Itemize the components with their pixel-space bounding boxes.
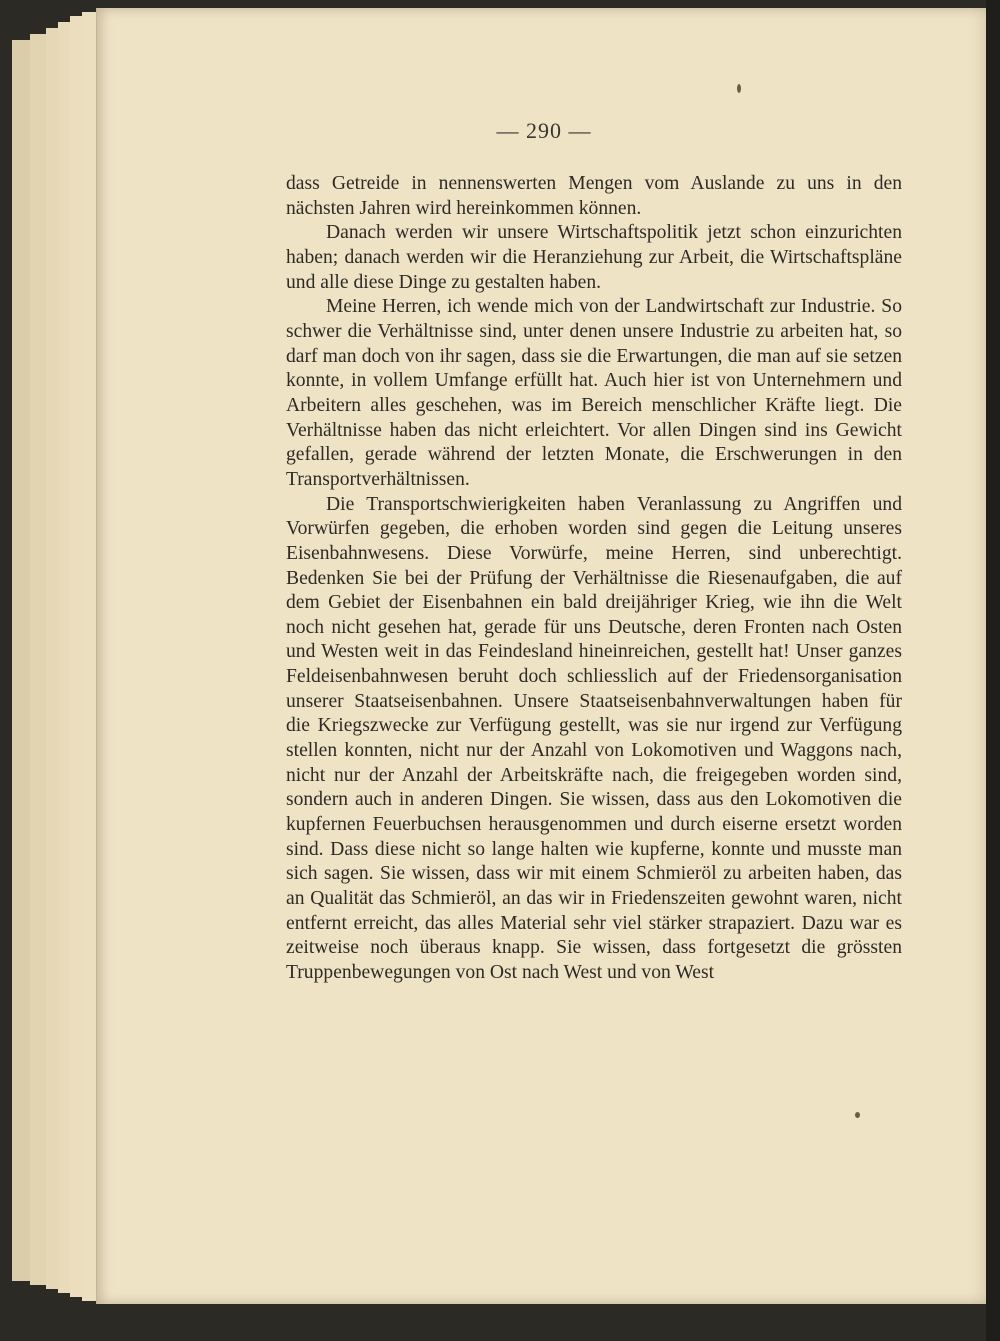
paper-speck [737,84,741,93]
paragraph: dass Getreide in nennenswerten Mengen vom Auslande zu uns in den nächsten Jahren wird hereinkommen können. [286,173,902,219]
paragraph: Meine Herren, ich wende mich von der Landwirtschaft zur Industrie. So schwer die Verhältnisse sind, unter denen unsere Industrie zu arbeiten hat, so darf man doch von ihr sagen, dass sie die Erwartungen, die man auf sie setzen konnte, in vollem Umfange erfüllt hat. Auch hier ist von Unternehmern und Arbeitern alles geschehen, was im Bereich menschlicher Kräfte liegt. Die Verhältnisse haben das nicht erleichtert. Vor allen Dingen sind ins Gewicht gefallen, gerade während der letzten Monate, die Erschwerungen in den Transportverhältnissen. [286,296,902,490]
paper-speck [855,1112,860,1118]
paragraph: Die Transportschwierigkeiten haben Veranlassung zu Angriffen und Vorwürfen gegeben, die erhoben worden sind gegen die Leitung unseres Eisenbahnwesens. Diese Vorwürfe, meine Herren, sind unberechtigt. Bedenken Sie bei der Prüfung der Verhältnisse die Riesenaufgaben, die auf dem Gebiet der Eisenbahnen ein bald dreijähriger Krieg, wie ihn die Welt noch nicht gesehen hat, gerade für uns Deutsche, deren Fronten nach Osten und Westen weit in das Feindesland hineinreichen, gestellt hat! Unser ganzes Feldeisenbahnwesen beruht doch schliesslich auf der Friedensorganisation unserer Staatseisenbahnen. Unsere Staatseisenbahnverwaltungen haben für die Kriegszwecke zur Verfügung gestellt, was sie nur irgend zur Verfügung stellen konnten, nicht nur der Anzahl von Lokomotiven und Waggons nach, nicht nur der Anzahl der Arbeitskräfte nach, die freigegeben worden sind, sondern auch in anderen Dingen. Sie wissen, dass aus den Lokomotiven die kupfernen Feuerbuchsen herausgenommen und durch eiserne ersetzt worden sind. Dass diese nicht so lange halten wie kupferne, konnte und musste man sich sagen. Sie wissen, dass wir mit einem Schmieröl zu arbeiten haben, das an Qualität das Schmieröl, an das wir in Friedenszeiten gewohnt waren, nicht entfernt erreicht, das alles Material sehr viel stärker strapaziert. Dazu war es zeitweise noch überaus knapp. Sie wissen, dass fortgesetzt die grössten Truppenbewegungen von Ost nach West und von West [286,493,902,983]
page-number: — 290 — [496,118,592,143]
body-text [286,172,902,986]
paragraph: Danach werden wir unsere Wirtschaftspolitik jetzt schon einzurichten haben; danach werden wir die Heranziehung zur Arbeit, die Wirtschaftspläne und alle diese Dinge zu gestalten haben. [286,222,902,293]
scan-border [986,0,1000,1341]
